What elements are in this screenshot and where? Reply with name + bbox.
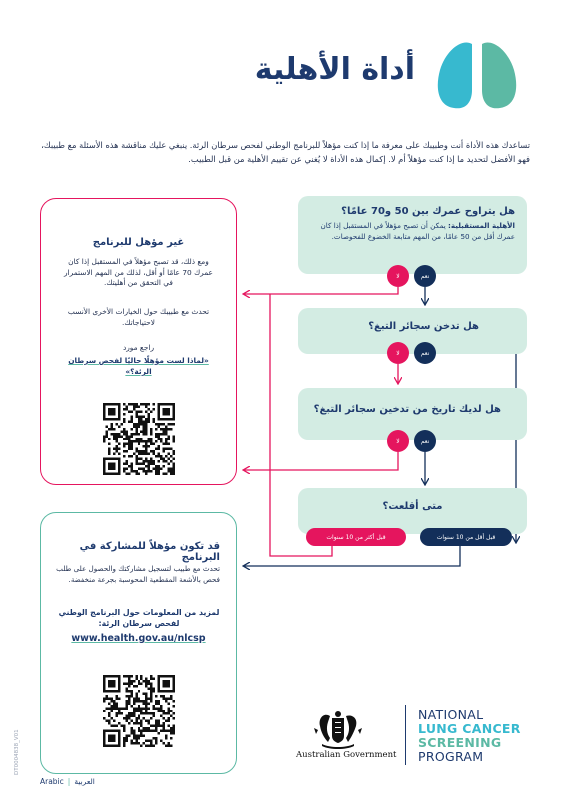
eligible-title: قد تكون مؤهلاً للمشاركة في البرنامج bbox=[79, 541, 220, 563]
program-name-line4: PROGRAM bbox=[418, 749, 484, 764]
logo-divider bbox=[405, 705, 406, 765]
qr-code-icon bbox=[103, 675, 175, 747]
question-box-age bbox=[298, 196, 527, 274]
question-box-smoke bbox=[298, 308, 527, 354]
program-name-line3: SCREENING bbox=[418, 735, 502, 750]
document-code: DT0004838_V01 bbox=[14, 729, 20, 775]
question-history: هل لديك تاريخ من تدخين سجائر التبغ؟ bbox=[313, 404, 501, 415]
coat-of-arms-icon bbox=[312, 708, 364, 750]
answer-no-smoke[interactable]: لا bbox=[387, 342, 409, 364]
not-eligible-card bbox=[40, 198, 237, 485]
question-age: هل يتراوح عمرك بين 50 و70 عامًا؟ bbox=[341, 206, 515, 217]
not-eligible-advice: تحدث مع طبيبك حول الخيارات الأخرى الأنسب لاحتياجاتك. bbox=[67, 307, 210, 327]
resource-intro: راجع مورد bbox=[122, 343, 155, 352]
program-name-line2: LUNG CANCER bbox=[418, 721, 521, 736]
page-title: أداة الأهلية bbox=[254, 52, 415, 87]
program-website-link[interactable]: www.health.gov.au/nlcsp bbox=[71, 633, 206, 644]
not-eligible-title: غير مؤهل للبرنامج bbox=[92, 237, 185, 248]
australian-government-name: Australian Government bbox=[296, 750, 397, 760]
question-quit: متى أقلعت؟ bbox=[382, 501, 443, 512]
eligible-card bbox=[40, 512, 237, 774]
program-name-line1: NATIONAL bbox=[418, 707, 484, 722]
language-label: Arabic | العربية bbox=[40, 777, 95, 786]
answer-no-history[interactable]: لا bbox=[387, 430, 409, 452]
quit-more-than-10-years[interactable]: قبل أكثر من 10 سنوات bbox=[306, 528, 406, 546]
answer-yes-history[interactable]: نعم bbox=[414, 430, 436, 452]
question-box-history bbox=[298, 388, 527, 440]
more-info-text: لمزيد من المعلومات حول البرنامج الوطني لفحص سرطان الرئة: bbox=[58, 608, 220, 628]
qr-code-icon bbox=[103, 403, 175, 475]
future-eligibility-note: الأهلية المستقبلية: يمكن أن تصبح مؤهلاً في المستقبل إذا كان عمرك أقل من 50 عامًا، من المهم متابعة الخضوع للفحوصات. bbox=[320, 221, 515, 241]
not-eligible-text: ومع ذلك، قد تصبح مؤهلاً في المستقبل إذا كان عمرك 70 عامًا أو أقل، لذلك من المهم الاستمرار في التحقق من أهليتك. bbox=[64, 257, 213, 287]
intro-text: تساعدك هذه الأداة أنت وطبيبك على معرفة ما إذا كنت مؤهلاً للبرنامج الوطني لفحص سرطان الرئة. ينبغي عليك مناقشة هذه الأسئلة مع طبيبك، فهو الأفضل لتحديد ما إذا كنت مؤهلاً أم لا. إكمال هذه الأداة لا يُغني عن تقييم الأهلية من قبل الطبيب. bbox=[41, 140, 530, 164]
question-smoke: هل تدخن سجائر التبغ؟ bbox=[368, 321, 479, 332]
answer-yes-smoke[interactable]: نعم bbox=[414, 342, 436, 364]
eligible-text: تحدث مع طبيب لتسجيل مشاركتك والحصول على طلب فحص بالأشعة المقطعية المحوسبة بجرعة منخفضة. bbox=[56, 564, 220, 584]
lungs-logo-icon bbox=[432, 40, 522, 112]
resource-link[interactable]: «لماذا لست مؤهلًا حاليًا لفحص سرطان الرئة؟» bbox=[68, 356, 209, 376]
answer-no-age[interactable]: لا bbox=[387, 265, 409, 287]
answer-yes-age[interactable]: نعم bbox=[414, 265, 436, 287]
quit-less-than-10-years[interactable]: قبل أقل من 10 سنوات bbox=[420, 528, 512, 546]
